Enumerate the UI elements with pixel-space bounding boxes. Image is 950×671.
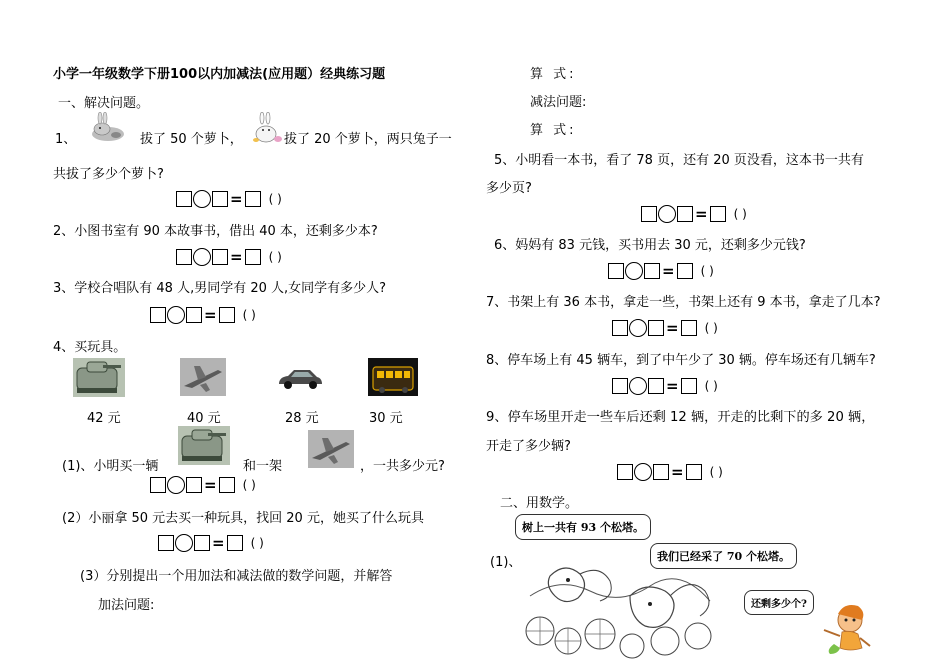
answer-box[interactable] <box>677 206 693 222</box>
price-car: 28 元 <box>285 411 319 426</box>
section-1-heading: 一、解决问题。 <box>58 96 150 111</box>
answer-box[interactable] <box>710 206 726 222</box>
q4-heading: 4、买玩具。 <box>53 340 127 355</box>
equals-sign: = <box>230 247 243 266</box>
answer-box[interactable] <box>686 464 702 480</box>
answer-box[interactable] <box>245 249 261 265</box>
answer-frame-q8 <box>612 376 718 395</box>
speech-bubble-question: 还剩多少个? <box>744 590 814 615</box>
bus-toy-icon <box>368 358 418 396</box>
answer-box[interactable] <box>641 206 657 222</box>
q4-sub3-text: (3）分别提出一个用加法和减法做的数学问题，并解答 <box>80 569 393 584</box>
answer-paren[interactable]: ( ) <box>733 206 747 221</box>
answer-box[interactable] <box>194 535 210 551</box>
answer-box[interactable] <box>150 307 166 323</box>
operator-circle[interactable] <box>625 262 643 280</box>
answer-box[interactable] <box>617 464 633 480</box>
answer-box[interactable] <box>681 378 697 394</box>
q1-text-part2: 拔了 20 个萝卜，两只兔子一 <box>284 132 452 147</box>
answer-box[interactable] <box>612 320 628 336</box>
speech-bubble-picked: 我们已经采了 70 个松塔。 <box>650 543 797 569</box>
equals-sign: = <box>695 204 708 223</box>
answer-box[interactable] <box>186 477 202 493</box>
operator-circle[interactable] <box>167 306 185 324</box>
equals-sign: = <box>671 462 684 481</box>
answer-box[interactable] <box>176 249 192 265</box>
answer-paren[interactable]: ( ) <box>704 320 718 335</box>
answer-box[interactable] <box>219 307 235 323</box>
answer-box[interactable] <box>212 249 228 265</box>
formula-label-1: 算 式: <box>530 67 577 82</box>
operator-circle[interactable] <box>193 190 211 208</box>
answer-box[interactable] <box>219 477 235 493</box>
q4-sub1-text-b: 和一架 <box>243 459 283 474</box>
answer-frame-q2 <box>176 247 282 266</box>
operator-circle[interactable] <box>629 377 647 395</box>
q4-sub1-text-a: (1)、小明买一辆 <box>62 459 159 474</box>
operator-circle[interactable] <box>167 476 185 494</box>
q3-text: 3、学校合唱队有 48 人,男同学有 20 人,女同学有多少人? <box>53 281 387 296</box>
q6-text: 6、妈妈有 83 元钱，买书用去 30 元，还剩多少元钱? <box>494 238 806 253</box>
answer-frame-q4-1 <box>150 475 256 494</box>
addition-problem-label: 加法问题: <box>98 598 155 613</box>
equals-sign: = <box>662 261 675 280</box>
tank-toy-icon <box>73 358 125 397</box>
tank-toy-icon-small <box>178 426 230 465</box>
answer-box[interactable] <box>608 263 624 279</box>
q2-text: 2、小图书室有 90 本故事书，借出 40 本，还剩多少本? <box>53 224 378 239</box>
answer-box[interactable] <box>653 464 669 480</box>
subtraction-problem-label: 减法问题: <box>530 95 587 110</box>
answer-frame-q9 <box>617 462 723 481</box>
q1-text-part1: 拔了 50 个萝卜， <box>140 132 243 147</box>
rabbit-icon-2 <box>248 112 286 144</box>
answer-box[interactable] <box>677 263 693 279</box>
answer-box[interactable] <box>648 320 664 336</box>
answer-paren[interactable]: ( ) <box>250 535 264 550</box>
answer-frame-q1 <box>176 189 282 208</box>
q9-text-line1: 9、停车场里开走一些车后还剩 12 辆，开走的比剩下的多 20 辆， <box>486 410 875 425</box>
q1-number: 1、 <box>55 132 77 147</box>
operator-circle[interactable] <box>175 534 193 552</box>
answer-box[interactable] <box>245 191 261 207</box>
operator-circle[interactable] <box>629 319 647 337</box>
answer-box[interactable] <box>648 378 664 394</box>
squirrels-picking-pinecones-illustration <box>520 556 720 661</box>
q5-text-line2: 多少页? <box>486 181 532 196</box>
math-use-number: (1)、 <box>490 555 522 570</box>
answer-paren[interactable]: ( ) <box>268 191 282 206</box>
speech-bubble-total: 树上一共有 93 个松塔。 <box>515 514 651 540</box>
answer-box[interactable] <box>612 378 628 394</box>
answer-paren[interactable]: ( ) <box>268 249 282 264</box>
answer-frame-q5 <box>641 204 747 223</box>
formula-label-2: 算 式: <box>530 123 577 138</box>
q7-text: 7、书架上有 36 本书，拿走一些，书架上还有 9 本书，拿走了几本? <box>486 295 881 310</box>
answer-box[interactable] <box>150 477 166 493</box>
answer-box[interactable] <box>186 307 202 323</box>
rabbit-icon-1 <box>88 112 128 142</box>
child-character-illustration <box>816 600 872 656</box>
answer-paren[interactable]: ( ) <box>709 464 723 479</box>
q5-text-line1: 5、小明看一本书，看了 78 页，还有 20 页没看，这本书一共有 <box>494 153 864 168</box>
car-toy-icon <box>276 366 324 392</box>
fighter-jet-icon-small <box>308 430 354 468</box>
answer-frame-q4-2 <box>158 533 264 552</box>
price-tank: 42 元 <box>87 411 121 426</box>
answer-paren[interactable]: ( ) <box>242 477 256 492</box>
answer-paren[interactable]: ( ) <box>242 307 256 322</box>
answer-frame-q3 <box>150 305 256 324</box>
operator-circle[interactable] <box>658 205 676 223</box>
answer-box[interactable] <box>158 535 174 551</box>
answer-paren[interactable]: ( ) <box>700 263 714 278</box>
q1-text-line2: 共拔了多少个萝卜? <box>53 167 164 182</box>
equals-sign: = <box>212 533 225 552</box>
price-jet: 40 元 <box>187 411 221 426</box>
operator-circle[interactable] <box>634 463 652 481</box>
section-2-heading: 二、用数学。 <box>500 496 579 511</box>
answer-box[interactable] <box>176 191 192 207</box>
equals-sign: = <box>666 376 679 395</box>
equals-sign: = <box>666 318 679 337</box>
page-title: 小学一年级数学下册100以内加减法(应用题）经典练习题 <box>53 67 386 82</box>
operator-circle[interactable] <box>193 248 211 266</box>
equals-sign: = <box>204 305 217 324</box>
answer-frame-q7 <box>612 318 718 337</box>
q8-text: 8、停车场上有 45 辆车，到了中午少了 30 辆。停车场还有几辆车? <box>486 353 876 368</box>
answer-box[interactable] <box>212 191 228 207</box>
answer-frame-q6 <box>608 261 714 280</box>
equals-sign: = <box>204 475 217 494</box>
answer-box[interactable] <box>227 535 243 551</box>
q4-sub2-text: (2）小丽拿 50 元去买一种玩具，找回 20 元，她买了什么玩具 <box>62 511 424 526</box>
price-bus: 30 元 <box>369 411 403 426</box>
equals-sign: = <box>230 189 243 208</box>
fighter-jet-icon <box>180 358 226 396</box>
q9-text-line2: 开走了多少辆? <box>486 439 571 454</box>
answer-paren[interactable]: ( ) <box>704 378 718 393</box>
q4-sub1-text-c: ，一共多少元? <box>360 459 445 474</box>
answer-box[interactable] <box>681 320 697 336</box>
answer-box[interactable] <box>644 263 660 279</box>
